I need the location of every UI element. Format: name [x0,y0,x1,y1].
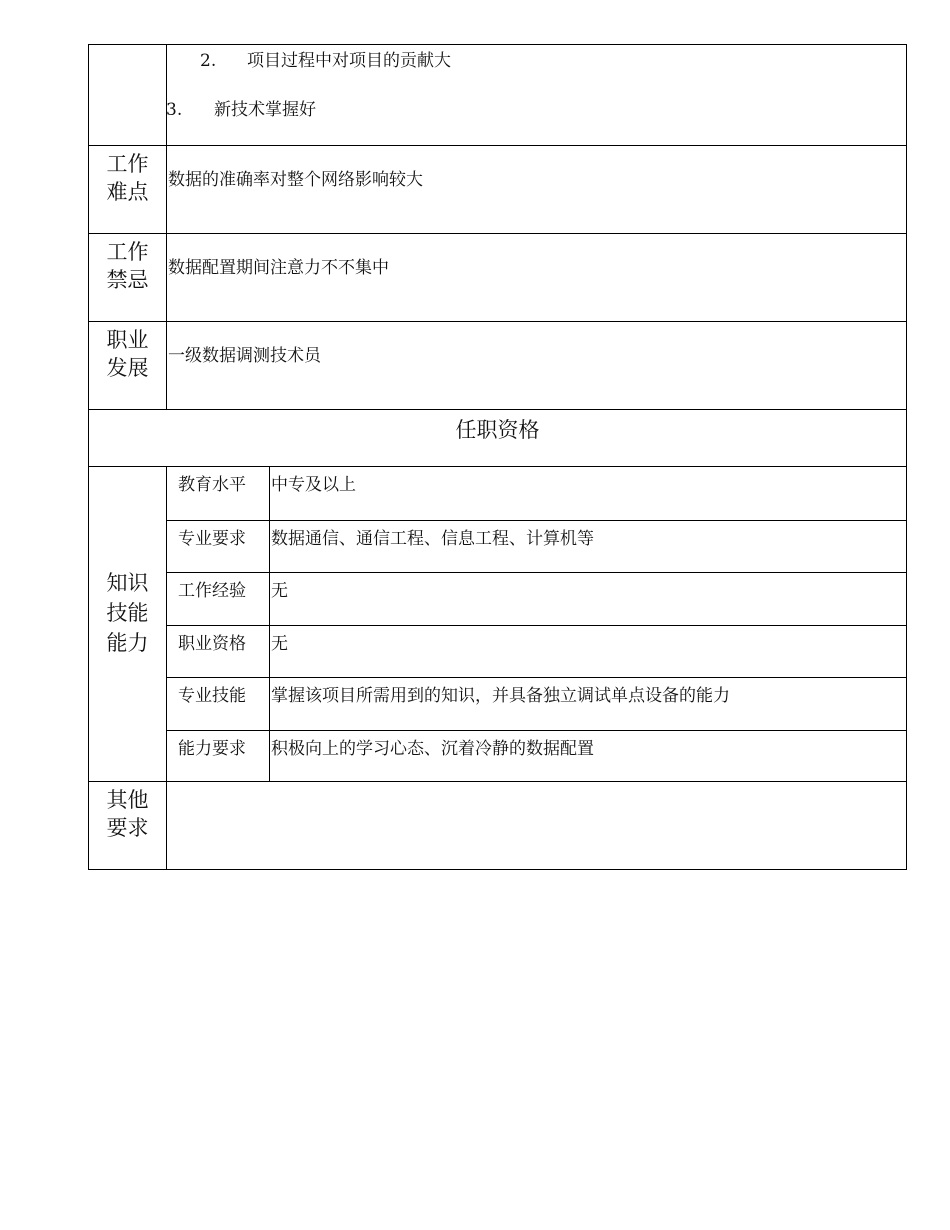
experience-label: 工作经验 [167,573,270,625]
other-label [89,782,167,869]
performance-label-cell [89,45,167,146]
other-label-line2: 要求 [106,816,149,840]
performance-row [88,44,907,146]
professional-skill-label: 专业技能 [167,678,270,730]
skills-label [89,467,167,782]
difficulty-label [89,146,167,234]
taboo-label-line1: 工作 [106,240,149,264]
experience-value: 无 [271,581,288,601]
list-item-text: 项目过程中对项目的贡献大 [247,51,451,71]
experience-row [167,572,906,625]
education-label: 教育水平 [167,467,270,520]
major-row [167,520,906,573]
taboo-row [88,233,907,322]
major-label: 专业要求 [167,521,270,573]
career-text: 一级数据调测技术员 [168,346,321,366]
career-label [89,322,167,410]
education-row [167,467,906,520]
other-label-line1: 其他 [106,788,149,812]
certification-label: 职业资格 [167,626,270,678]
skills-label-line1: 知识 [106,571,149,595]
taboo-label [89,234,167,322]
difficulty-text: 数据的准确率对整个网络影响较大 [168,170,423,190]
major-value: 数据通信、通信工程、信息工程、计算机等 [271,528,594,549]
section-title: 任职资格 [455,418,540,442]
list-item-number: 3. [166,100,183,120]
difficulty-row [88,145,907,234]
career-label-line2: 发展 [106,356,149,380]
taboo-text: 数据配置期间注意力不不集中 [168,258,389,278]
certification-value: 无 [271,633,288,654]
other-row [88,781,907,870]
difficulty-label-line1: 工作 [106,152,149,176]
list-item-number: 2. [200,51,217,71]
taboo-label-line2: 禁忌 [106,268,149,292]
skills-row [88,466,907,782]
list-item-text: 新技术掌握好 [214,100,316,120]
education-value: 中专及以上 [271,475,356,495]
professional-skill-row [167,677,906,730]
skills-label-line2: 技能 [106,601,149,625]
difficulty-label-line2: 难点 [106,180,149,204]
certification-row [167,625,906,678]
ability-label: 能力要求 [167,731,270,783]
career-label-line1: 职业 [106,328,149,352]
professional-skill-value: 掌握该项目所需用到的知识，并具备独立调试单点设备的能力 [271,686,730,706]
ability-row [167,730,906,783]
skills-label-line3: 能力 [106,631,149,655]
ability-value: 积极向上的学习心态、沉着冷静的数据配置 [271,738,594,759]
career-row [88,321,907,410]
qualification-header-row [88,409,907,467]
